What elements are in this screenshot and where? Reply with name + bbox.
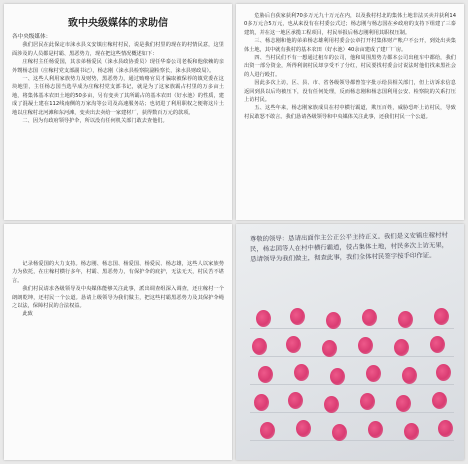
red-fingerprint: [396, 395, 411, 412]
paragraph: 一、这些人利用家族势力及财势，黑恶势力，通过贿赂官员才骗取被保荐的镇党委在这块地里，主任杨志国当选早成为庄稼村党支部书记，就是为了这家族霸占村里的万多亩土地，将集体基本农田土地的50多亩，另有变卖了其所霸占的基本农田（好水池）的性质，建成了混凝土建在112线南侧的万家沟等公司及高速服务站；也切进了利用职权之便将这片土地以庄稼村北河滩和东河滩，变卖出去卖给一家建材厂，获得数百万元的款项。: [12, 76, 224, 116]
red-fingerprint: [330, 368, 345, 385]
red-fingerprint: [326, 312, 341, 329]
red-fingerprint: [324, 396, 339, 413]
ruled-line: [250, 356, 454, 357]
petition-photo: [236, 224, 464, 460]
red-fingerprint: [258, 366, 273, 383]
red-fingerprint: [434, 308, 449, 325]
paragraph: 二、因为有政府领导护伞，所以没有任何机关部门敢去查他们。: [22, 118, 168, 125]
red-fingerprint: [436, 364, 451, 381]
red-fingerprint: [438, 420, 453, 437]
red-fingerprint: [288, 392, 303, 409]
red-fingerprint: [402, 367, 417, 384]
paragraph: 记录杨爱国的大力支持。杨志刚、杨志国、杨爱国、杨爱民、杨志雄，这些人以家族势力为依托，在庄稼村横行多年，村霸、黑恶势力，有保护伞的庇护，无法无天，村民苦不堪言。: [12, 261, 224, 284]
red-fingerprint: [252, 338, 267, 355]
red-fingerprint: [322, 340, 337, 357]
letter-page-2: [236, 4, 464, 220]
paragraph: 危胁后自获家获利70多万元九十万元在内，以及我村村北的集体土地非法买卖并获利140多万元合5万元，也从来没有在村委公式过；杨志刚与杨志国在乡政府的支持下组建了三泰建筑，并在这一地区承揽工程项目，村民举报后杨志刚利用其职权压制。: [244, 13, 456, 36]
paragraph: 三、杨志刚和他的弟弟杨志雄利用村委会公章打开村集体财产帐户不公开，到处出卖集体土地，其中就有我村的基本农田（好水池）40余亩建成了建厂厂房。: [244, 38, 456, 53]
red-fingerprint: [394, 339, 409, 356]
paragraph: 此致: [22, 311, 33, 318]
letter-page-1: [4, 4, 232, 220]
red-fingerprint: [368, 421, 383, 438]
red-fingerprint: [360, 393, 375, 410]
red-fingerprint: [398, 311, 413, 328]
handwritten-petition-text: 尊敬的领导：恳请出面作主公正公平主持正义。我们是义安镇庄稼村村民，杨志国等人在村中横行霸道，侵占集体土地，村民多次上访无果，恳请领导为我们做主，彻查此事，我们全体村民签字按手印作证。: [249, 230, 449, 264]
red-fingerprint: [294, 364, 309, 381]
letter-salutation: 各中央级媒体：: [12, 34, 52, 40]
red-fingerprint: [286, 336, 301, 353]
ruled-line: [250, 440, 454, 441]
paragraph: 五、这些年来，杨志刚家族成员在村中横行霸道，欺压百姓，威胁恐吓上访村民，导致村民敢怒不敢言。我们恳请各级领导和中央媒体关注此事，还我们村民一个公道。: [244, 105, 456, 120]
paragraph: 四、当村民们不有一想通过租车的公司，他和周围黑势力都本公司出租车中都给，我们出资一部分资金，所得利润村民却享受不了分红，村民要找村委会讨说法时他们找来黑社会的人进行殴打。: [244, 55, 456, 78]
ruled-line: [250, 412, 454, 413]
ruled-line: [250, 328, 454, 329]
red-fingerprint: [430, 336, 445, 353]
red-fingerprint: [256, 310, 271, 327]
paragraph: 庄稼村主任杨爱国，其亲弟杨爱民（涞水县政协委员）现任华泰公司老板和他依赖的亲外甥杨志国（庄稼村党支部副书记），杨志刚（涞水县检察院副检察长，涞水县财政局）。: [12, 59, 224, 74]
red-fingerprint: [290, 308, 305, 325]
paragraph: 我们居民在此保定市涞水县义安镇庄稼村村民，说是我们村里的现在的村情民意，这里面涉及的人员都是村霸、黑恶势力，现在把这些情况概述如下：: [12, 42, 224, 57]
red-fingerprint: [404, 423, 419, 440]
red-fingerprint: [432, 392, 447, 409]
letter-title: 致中央级媒体的求助信: [68, 18, 168, 29]
red-fingerprint: [358, 337, 373, 354]
red-fingerprint: [260, 422, 275, 439]
red-fingerprint: [254, 394, 269, 411]
red-fingerprint: [296, 420, 311, 437]
paragraph: 因此多次上访，区、县、市、省各级领导都曾签字批示给县相关部门，但上访诉求信息返回到县以后均被压下，没有任何处理，反而杨志刚和杨志国利用公安、检察院的关系打压上访村民。: [244, 80, 456, 104]
letter-page-3: [4, 224, 232, 460]
red-fingerprint: [366, 365, 381, 382]
paragraph: 我们村民请求各级领导及中央媒体能够关注此事，派出调查组深入调查，还庄稼村一个朗朗乾坤，还村民一个公道。恳请上级领导为我们做主，把这些村霸黑恶势力及其保护伞绳之以法，保障村民的合法权益。: [12, 286, 224, 310]
ruled-line: [250, 384, 454, 385]
red-fingerprint: [332, 424, 347, 441]
red-fingerprint: [362, 309, 377, 326]
fingerprint-signatures: [242, 306, 460, 456]
